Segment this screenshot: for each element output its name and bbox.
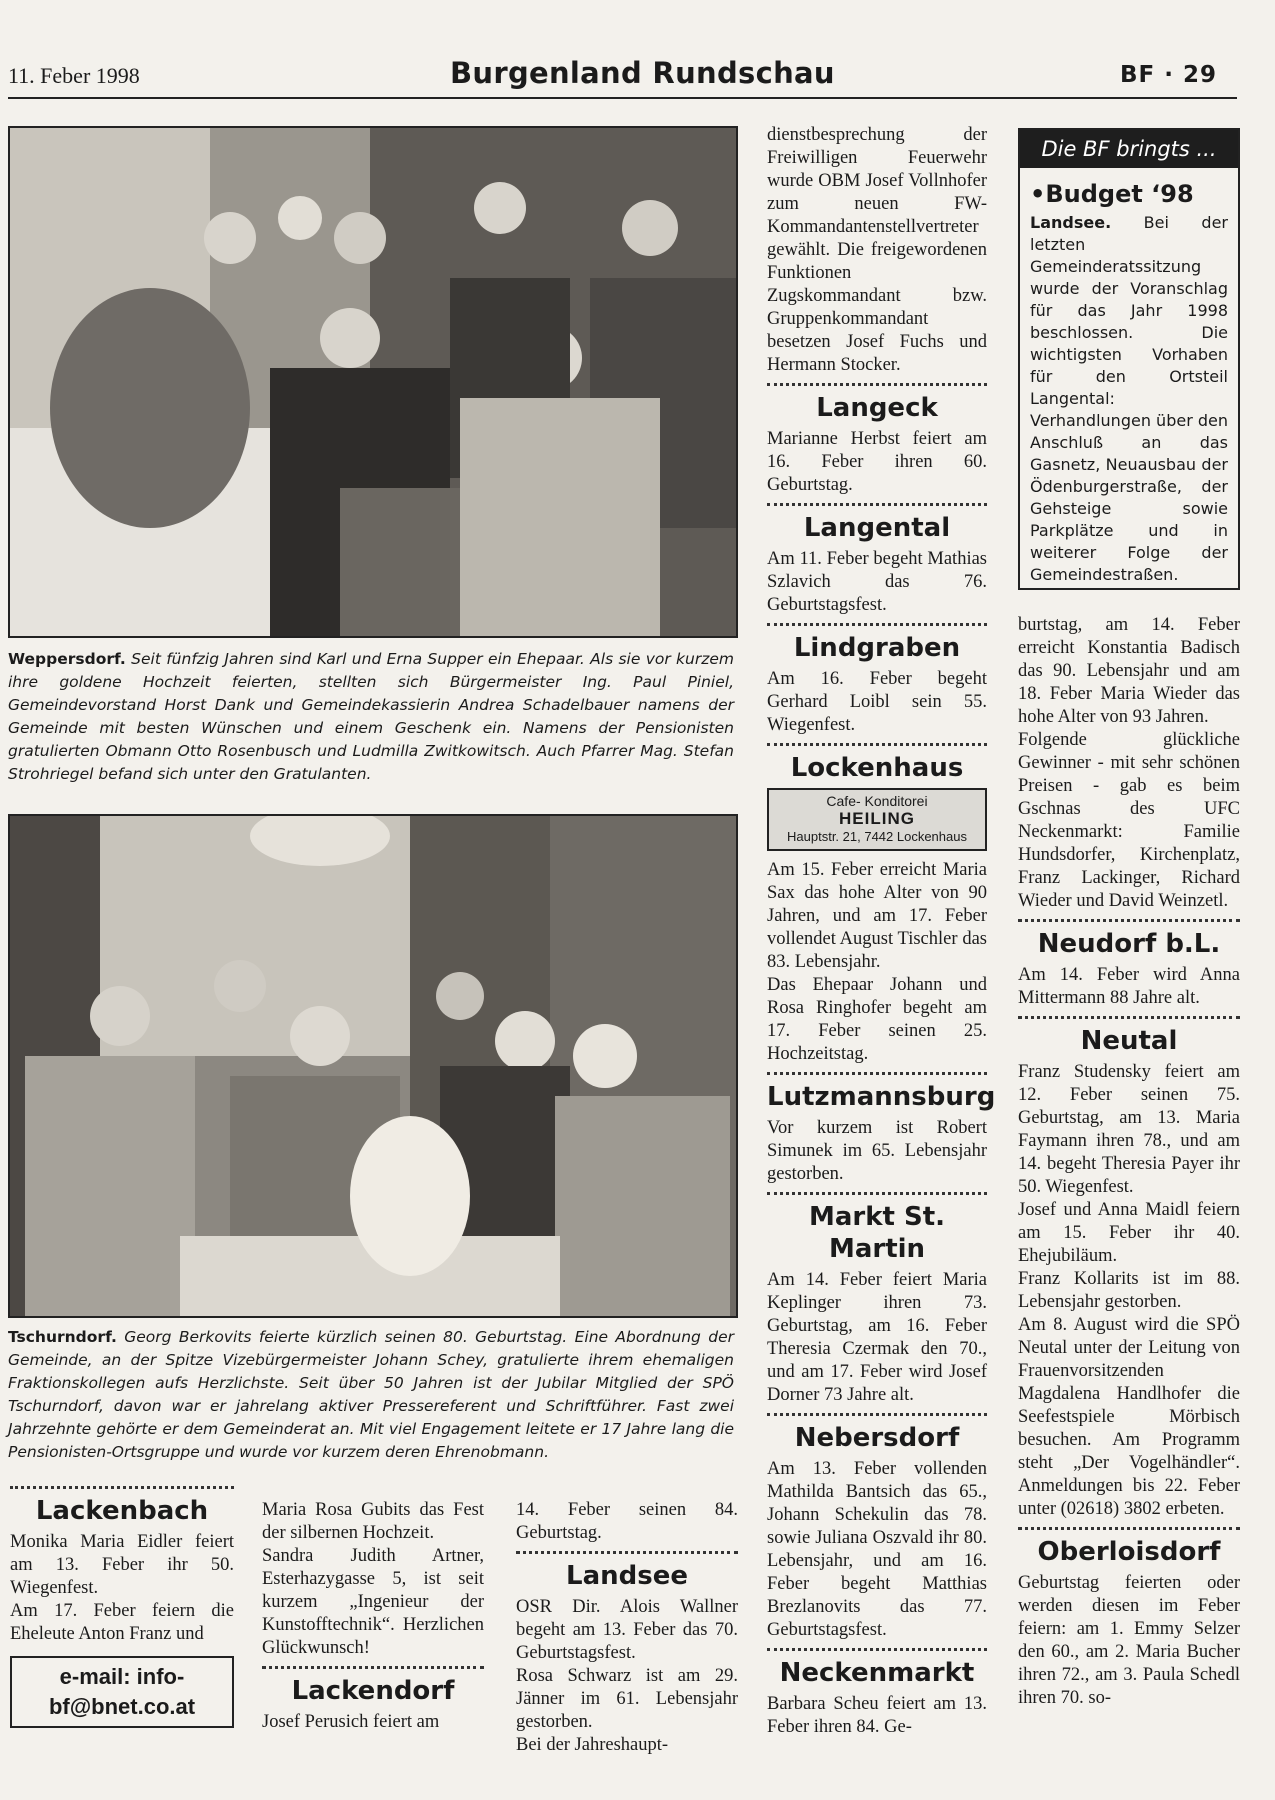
divider — [767, 383, 987, 386]
divider — [767, 1072, 987, 1075]
column-landsee — [516, 1499, 738, 1757]
nebersdorf-text: Am 13. Feber vollenden Mathilda Bantsich das 65., Johann Schekulin das 78. sowie Juliana Oszvald ihr 80. Lebensjahr, und am 16. Feber begeht Matthias Brezlanovits das 77. Geburtstagsfest. — [767, 1459, 987, 1640]
lockenhaus-text-1: Am 15. Feber erreicht Maria Sax das hohe Alter von 90 Jahren, und am 17. Feber vollendet August Tischler das 83. Lebensjahr. — [767, 860, 987, 972]
lockenhaus-text-2: Das Ehepaar Johann und Rosa Ringhofer begeht am 17. Feber seinen 25. Hochzeitstag. — [767, 975, 987, 1064]
divider — [516, 1551, 738, 1554]
divider — [1018, 1527, 1240, 1530]
neudorf-text: Am 14. Feber wird Anna Mittermann 88 Jahre alt. — [1018, 965, 1240, 1008]
neckenmarkt-text: Barbara Scheu feiert am 13. Feber ihren 84. Ge- — [767, 1694, 987, 1737]
heading-langeck: Langeck — [816, 393, 938, 423]
header-rule — [8, 97, 1237, 99]
divider — [767, 623, 987, 626]
gschnas-text: Folgende glückliche Gewinner - mit sehr schönen Preisen - gab es beim Gschnas des UFC Neckenmarkt: Familie Hundsdorfer, Kirchenplatz, Franz Lackinger, Richard Wieder und David Weinzetl. — [1018, 730, 1240, 911]
heading-neutal: Neutal — [1080, 1026, 1178, 1056]
schwarz-text: Rosa Schwarz ist am 29. Jänner im 61. Lebensjahr gestorben. — [516, 1666, 738, 1732]
feuerwehr-text: dienstbesprechung der Freiwilligen Feuerwehr wurde OBM Josef Vollnhofer zum neuen FW-Kommandantenstellvertreter gewählt. Die freigewordenen Funktionen Zugskommandant bzw. Gruppenkommandant besetzen Josef Fuchs und Hermann Stocker. — [767, 125, 987, 375]
photo-tschurndorf-image — [10, 816, 736, 1316]
divider — [767, 1192, 987, 1195]
caption-tschurndorf-place: Tschurndorf. — [8, 1328, 117, 1346]
heading-lutzmannsburg: Lutzmannsburg — [767, 1082, 996, 1112]
page-number: BF · 29 — [1120, 62, 1218, 88]
langental-text: Am 11. Feber begeht Mathias Szlavich das 76. Geburtstagsfest. — [767, 549, 987, 615]
lackenbach-text-1: Monika Maria Eidler feiert am 13. Feber ihr 50. Wiegenfest. — [10, 1532, 234, 1598]
caption-weppersdorf-text: Seit fünfzig Jahren sind Karl und Erna Supper ein Ehepaar. Als sie vor kurzem ihre goldene Hochzeit feierten, stellten sich Bürgermeister Ing. Paul Piniel, Gemeindevorstand Horst Dank und Gemeindekassierin Andrea Schadelbauer namens der Gemeinde mit besten Wünschen und einem Geschenk ein. Namens der Pensionisten gratulierten Obmann Otto Rosenbusch und Ludmilla Zwitkowitsch. Auch Pfarrer Mag. Stefan Strohriegel befand sich unter den Gratulanten. — [8, 650, 734, 783]
wallner-text: OSR Dir. Alois Wallner begeht am 13. Feber das 70. Geburtstagsfest. — [516, 1597, 738, 1663]
heading-oberloisdorf: Oberloisdorf — [1037, 1537, 1221, 1567]
divider — [767, 503, 987, 506]
oberloisdorf-text: Geburtstag feierten oder werden diesen im Feber feiern: am 1. Emmy Selzer den 60., am 2. Maria Bucher ihren 72., am 3. Paula Schedl ihren 70. so- — [1018, 1573, 1240, 1708]
caption-weppersdorf-place: Weppersdorf. — [8, 650, 126, 668]
divider — [10, 1486, 234, 1489]
heading-landsee: Landsee — [566, 1561, 688, 1591]
badisch-text: burtstag, am 14. Feber erreicht Konstantia Badisch das 90. Lebensjahr und am 18. Feber Maria Wieder das hohe Alter von 93 Jahren. — [1018, 615, 1240, 727]
ad-line-3: Hauptstr. 21, 7442 Lockenhaus — [787, 829, 967, 844]
cafe-heiling-ad — [767, 788, 987, 851]
perusich-cont-text: 14. Feber seinen 84. Geburtstag. — [516, 1500, 738, 1543]
divider — [1018, 1016, 1240, 1019]
caption-tschurndorf — [8, 1326, 734, 1464]
divider — [767, 1648, 987, 1651]
lutzmannsburg-text: Vor kurzem ist Robert Simunek im 65. Lebensjahr gestorben. — [767, 1118, 987, 1184]
budget-text: Bei der letzten Gemeinderatssitzung wurde der Voranschlag für das Jahr 1998 beschlossen. Die wichtigsten Vorhaben für den Ortsteil Langental: Verhandlungen über den Anschluß an das Gasnetz, Neuausbau der Ödenburgerstraße, der Gehsteige sowie Parkplätze und in weiterer Folge der Gemeindestraßen. — [1030, 213, 1228, 584]
neutal-text-3: Franz Kollarits ist im 88. Lebensjahr gestorben. — [1018, 1269, 1240, 1312]
heading-lockenhaus: Lockenhaus — [790, 753, 964, 783]
divider — [1018, 919, 1240, 922]
column-lackendorf — [262, 1499, 484, 1734]
heading-lindgraben: Lindgraben — [793, 633, 961, 663]
budget-body — [1020, 212, 1238, 586]
markt-st-martin-text: Am 14. Feber feiert Maria Keplinger ihren 73. Geburtstag, am 16. Feber Theresia Czermak den 70., und am 17. Feber wird Josef Dorner 73 Jahre alt. — [767, 1270, 987, 1405]
lindgraben-text: Am 16. Feber begeht Gerhard Loibl sein 55. Wiegenfest. — [767, 669, 987, 735]
issue-date: 11. Feber 1998 — [8, 63, 140, 88]
column-4 — [767, 124, 996, 1739]
newspaper-title: Burgenland Rundschau — [450, 56, 835, 90]
caption-weppersdorf — [8, 648, 734, 786]
langeck-text: Marianne Herbst feiert am 16. Feber ihren 60. Geburtstag. — [767, 429, 987, 495]
divider — [262, 1666, 484, 1669]
bf-bringts-box — [1018, 128, 1240, 590]
budget-heading: •Budget ‘98 — [1030, 180, 1194, 208]
column-lackenbach — [10, 1480, 234, 1728]
lackenbach-text-2: Am 17. Feber feiern die Eheleute Anton Franz und — [10, 1601, 234, 1644]
lackendorf-text: Josef Perusich feiert am — [262, 1712, 440, 1732]
neutal-text-4: Am 8. August wird die SPÖ Neutal unter der Leitung von Frauenvorsitzenden Magdalena Handlhofer die Seefestspiele Mörbisch besuchen. Am Programm steht „Der Vogelhändler“. Anmeldungen bis 22. Feber unter (02618) 3802 erbeten. — [1018, 1315, 1240, 1519]
gubits-text: Maria Rosa Gubits das Fest der silbernen Hochzeit. — [262, 1500, 484, 1543]
column-5 — [1018, 614, 1240, 1710]
email-box[interactable]: e-mail: info-bf@bnet.co.at — [10, 1656, 234, 1728]
caption-tschurndorf-text: Georg Berkovits feierte kürzlich seinen 80. Geburtstag. Eine Abordnung der Gemeinde, an der Spitze Vizebürgermeister Johann Schey, gratulierte ihrem ehemaligen Fraktionskollegen aufs Herzlichste. Seit über 50 Jahren ist der Jubilar Mitglied der SPÖ Tschurndorf, davon war er jahrelang aktiver Pressereferent und Schriftführer. Fast zwei Jahrzehnte gehörte er dem Gemeinderat an. Mit viel Engagement leitete er 17 Jahre lang die Pensionisten-Ortsgruppe und wurde vor kurzem deren Ehrenobmann. — [8, 1328, 734, 1461]
photo-tschurndorf — [8, 814, 738, 1318]
heading-lackendorf: Lackendorf — [291, 1676, 455, 1706]
divider — [767, 1413, 987, 1416]
heading-neckenmarkt: Neckenmarkt — [779, 1658, 975, 1688]
ad-line-2: HEILING — [839, 809, 915, 828]
divider — [767, 743, 987, 746]
ad-line-1: Cafe- Konditorei — [826, 793, 928, 809]
bf-bringts-title: Die BF bringts ... — [1020, 130, 1238, 168]
heading-neudorf: Neudorf b.L. — [1037, 929, 1221, 959]
heading-lackenbach: Lackenbach — [35, 1496, 209, 1526]
heading-nebersdorf: Nebersdorf — [794, 1423, 960, 1453]
photo-weppersdorf — [8, 126, 738, 638]
heading-langental: Langental — [803, 513, 951, 543]
artner-text: Sandra Judith Artner, Esterhazygasse 5, ist seit kurzem „Ingenieur der Kunstofftechnik“. Herzlichen Glückwunsch! — [262, 1546, 484, 1658]
heading-markt-st-martin: Markt St. Martin — [808, 1202, 946, 1264]
photo-weppersdorf-image — [10, 128, 736, 636]
neutal-text-1: Franz Studensky feiert am 12. Feber seinen 75. Geburtstag, am 13. Maria Faymann ihren 78., und am 14. begeht Theresia Payer ihr 50. Wiegenfest. — [1018, 1062, 1240, 1197]
jahreshaupt-text: Bei der Jahreshaupt- — [516, 1735, 669, 1755]
neutal-text-2: Josef und Anna Maidl feiern am 15. Feber ihr 40. Ehejubiläum. — [1018, 1200, 1240, 1266]
budget-place: Landsee. — [1030, 213, 1112, 232]
